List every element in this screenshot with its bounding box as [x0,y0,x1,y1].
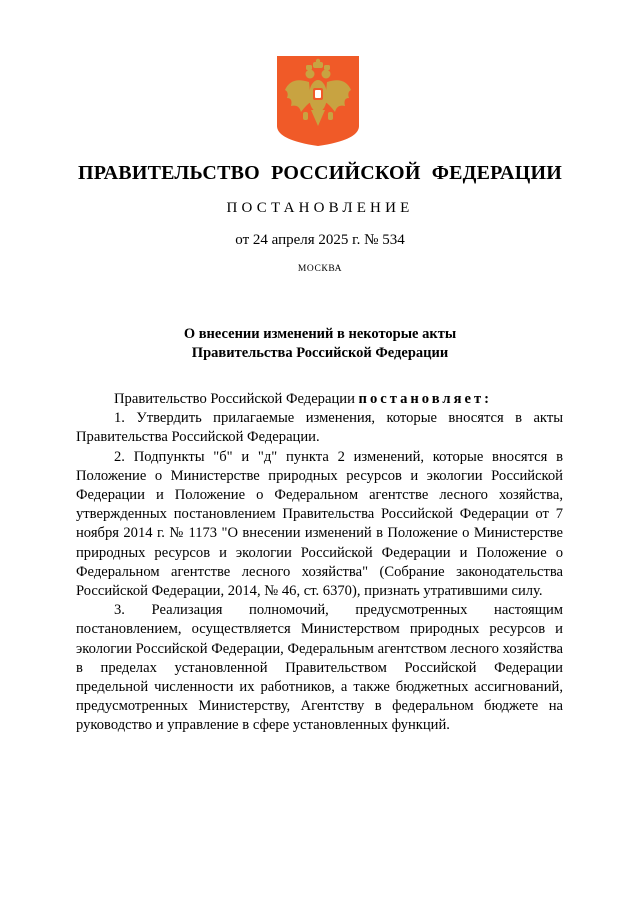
government-title: ПРАВИТЕЛЬСТВО РОССИЙСКОЙ ФЕДЕРАЦИИ [78,162,562,184]
subject-line-2: Правительства Российской Федерации [191,345,449,361]
subject-line-1: О внесении изменений в некоторые акты [183,326,457,342]
document-date-number: от 24 апреля 2025 г. № 534 [235,232,405,248]
intro-text: Правительство Российской Федерации [114,391,359,407]
document-type: ПОСТАНОВЛЕНИЕ [226,200,414,216]
document-body [76,390,563,736]
document-subject [100,325,540,363]
paragraph-2: 2. Подпункты "б" и "д" пункта 2 изменений, которые вносятся в Положение о Министерстве природных ресурсов и экологии Российской Федерации и Положение о Федеральном агентстве лесного хозяйства, утвержденных постановлением Правительства Российской Федерации от 7 ноября 2014 г. № 1173 "О внесении изменений в Положение о Министерстве природных ресурсов и экологии Российской Федерации и Положение о Федеральном агентстве лесного хозяйства" (Собрание законодательства Российской Федерации, 2014, № 46, ст. 6370), признать утратившими силу. [76,448,563,600]
document-city: МОСКВА [297,264,343,274]
decree-verb: постановляет: [358,391,492,407]
intro-paragraph [76,390,563,409]
coat-of-arms-icon [277,56,359,146]
paragraph-3: 3. Реализация полномочий, предусмотренных настоящим постановлением, осуществляется Министерством природных ресурсов и экологии Российской Федерации, Федеральным агентством лесного хозяйства в пределах установленной Правительством Российской Федерации предельной численности их работников, а также бюджетных ассигнований, предусмотренных Министерству, Агентству в федеральном бюджете на руководство и управление в сфере установленных функций. [76,602,563,734]
paragraph-1: 1. Утвердить прилагаемые изменения, которые вносятся в акты Правительства Российской Федерации. [76,410,563,446]
